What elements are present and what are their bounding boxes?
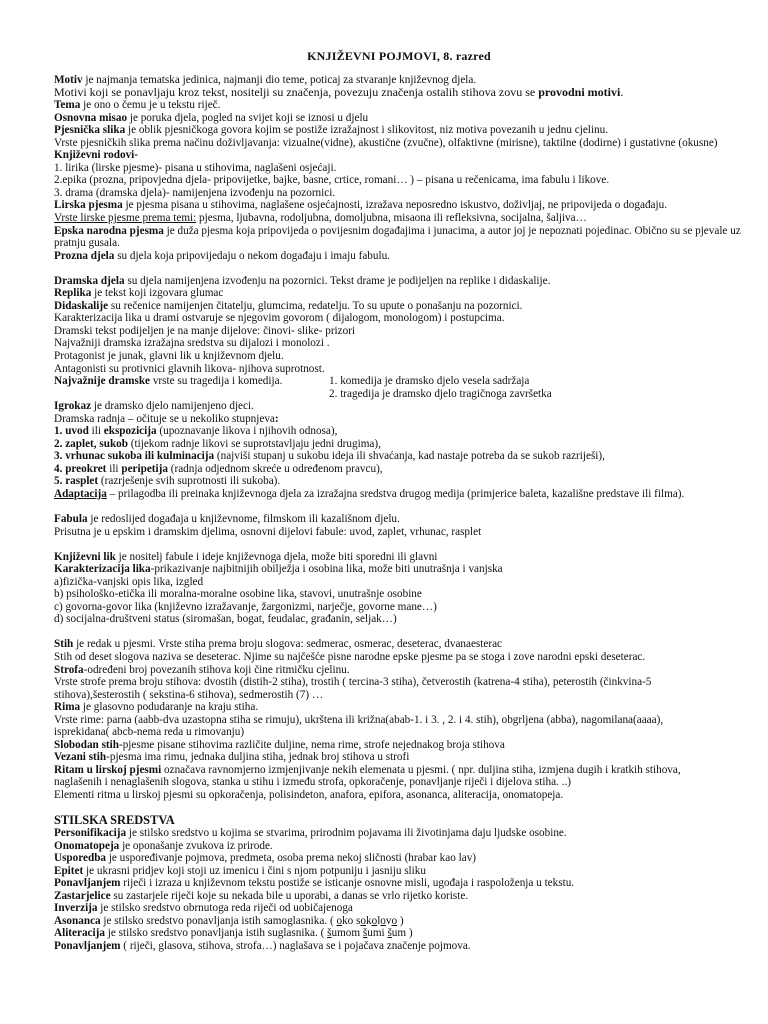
text-segment: je pjesma pisana u stihovima, naglašene osjećajnosti, izražava neposredno iskustvo, doživljaj, ne pripovijeda o događaju. [122,199,667,212]
term-text: Strofa [54,663,84,676]
text-line [54,199,744,212]
document-page [54,50,744,953]
term-text: Fabula [54,513,88,526]
line-left [54,388,329,401]
text-line [54,714,744,727]
text-segment: -pjesme pisane stihovima različite duljine, nema rime, strofe nejednakog broja stihova [118,738,505,751]
text-line [54,287,744,300]
text-segment: označava ravnomjerno izmjenjivanje nekih elemenata u pjesmi. ( npr. duljina stiha, izmjena dugih i kratkih stihova, [161,763,681,776]
text-segment: -pjesma ima rimu, jednaka duljina stiha, jednak broj stihova u strofi [106,751,410,764]
text-segment: (najviši stupanj u sukobu ideja ili shvaćanja, kad nastaje potreba da se sukob razriješi), [214,450,605,463]
text-line [54,488,744,501]
text-line [54,902,744,915]
term-text: Književni lik [54,550,116,563]
text-line [54,212,744,225]
text-segment: š [327,927,332,940]
term-text: Onomatopeja [54,839,120,852]
text-segment: stihova),šesterostih ( sekstina-6 stihova), sedmerostih (7) … [54,688,324,701]
text-segment: Protagonist je junak, glavni lik u književnom djelu. [54,349,284,362]
term-text: 3. vrhunac sukoba ili kulminacija [54,450,215,463]
term-text: provodni motivi [538,85,621,100]
term-text: Karakterizacija lika [54,563,151,576]
text-segment: je ukrasni pridjev koji stoji uz imenicu i čini s njom potpuniju i jasniju sliku [83,864,426,877]
term-text: Aliteracija [54,927,105,940]
term-text: Lirska pjesma [54,199,123,212]
text-line [54,187,744,200]
text-segment: 2. tragedija je dramsko djelo tragičnoga završetka [329,387,552,400]
term-text: Ritam u lirskoj pjesmi [54,763,162,776]
text-line [54,350,744,363]
line-left [54,375,329,388]
text-segment: o [380,914,386,927]
text-segment: 3. drama (dramska djela)- namijenjena izvođenju na pozornici. [54,186,336,199]
text-segment: je redoslijed događaja u književnome, filmskom ili kazališnom djelu. [87,513,400,526]
text-segment: 1. lirika (lirske pjesme)- pisana u stihovima, naglašeni osjećaji. [54,161,337,174]
text-line [54,751,744,764]
text-line [54,551,744,564]
term-text: Književni rodovi- [54,149,139,162]
text-segment: o [360,914,366,927]
text-segment: o [336,914,343,927]
paragraph-gap [54,262,744,275]
term-text: Epska narodna pjesma [54,224,164,237]
paragraph-gap [54,626,744,639]
term-text: Zastarjelice [54,889,111,902]
text-line [54,425,744,438]
text-segment: (tijekom radnje likovi se suprotstavljaju jedni drugima), [127,437,381,450]
text-segment: pjesma, ljubavna, rodoljubna, domoljubna, misaona ili refleksivna, socijalna, šaljiva… [196,212,587,225]
text-segment: je stilsko sredstvo ponavljanja istih samoglasnika. ( [100,914,337,927]
text-line [54,664,744,677]
text-segment: su djela koja pripovijedaju o nekom događaju i imaju fabulu. [114,249,390,262]
term-text: Adaptacija [54,488,107,500]
term-text: Didaskalije [54,299,109,312]
term-text: 1. uvod [54,425,89,438]
text-segment: je najmanja tematska jedinica, najmanji dio teme, poticaj za stvaranje književnog djela. [82,73,477,86]
text-line [54,112,744,125]
term-text: Slobodan stih [54,738,119,751]
text-segment: o [391,914,398,927]
text-segment: Prisutna je u epskim i dramskim djelima, osnovni dijelovi fabule: uvod, zaplet, vrhunac, rasplet [54,525,482,538]
term-text: peripetija [121,462,168,475]
term-text: Dramska djela [54,274,125,287]
text-line [54,776,744,789]
term-text: 5. rasplet [54,475,99,488]
text-segment: ili [106,462,122,475]
text-segment: ili [88,425,104,438]
text-segment: um ) [391,927,413,940]
text-line [54,613,744,626]
term-text: Usporedba [54,852,107,865]
text-segment: b) psihološko-etička ili moralna-moralne osobine lika, stavovi, unutrašnje osobine [54,588,422,601]
text-segment: je stilsko sredstvo u kojima se stvarima, prirodnim pojavama ili životinjama daju ljudske osobine. [126,827,567,840]
text-segment: (razrješenje svih suprotnosti ili sukoba). [98,475,281,488]
paragraph-gap [54,501,744,514]
text-line [54,827,744,840]
term-text: Tema [54,99,81,112]
term-text: : [274,412,279,425]
text-segment: umom [331,927,363,940]
text-line [54,463,744,476]
text-segment: Elementi ritma u lirskoj pjesmi su opkoračenja, polisindeton, anafora, epifora, asonanca, aliteracija, onomatopeja. [54,788,564,801]
text-line [54,162,744,175]
text-line [54,638,744,651]
text-line [54,601,744,614]
text-segment: su rečenice namijenjen čitatelju, glumcima, redatelju. To su upute o ponašanju na pozornici. [108,299,523,312]
text-line [54,526,744,539]
term-text: Asonanca [54,914,101,927]
text-segment: -određeni broj povezanih stihova koji čine ritmičku cjelinu. [83,663,350,676]
text-line [54,726,744,739]
text-line [54,701,744,714]
text-segment: – prilagodba ili preinaka književnoga djela za izražajna sredstva drugog medija (primjerice baleta, kazališne predstave ili filma). [106,488,685,500]
text-line [54,250,744,263]
term-text: Ponavljanjem [54,939,121,952]
text-line [54,840,744,853]
text-line [54,475,744,488]
text-segment: ( riječi, glasova, stihova, strofa…) naglašava se i pojačava značenje pojmova. [120,939,471,952]
text-segment: -prikazivanje najbitnijih obilježja i osobina lika, može biti unutrašnja i vanjska [150,563,503,576]
text-line [54,676,744,689]
text-segment: Dramska radnja – očituje se u nekoliko stupnjeva [54,412,275,425]
paragraph-gap [54,538,744,551]
two-column-line [54,388,744,401]
text-segment: je dramsko djelo namijenjeno djeci. [91,400,254,413]
text-segment: umi [367,927,388,940]
term-text: Epitet [54,864,84,877]
term-text: ekspozicija [103,425,157,438]
text-line [54,915,744,928]
text-line [54,927,744,940]
section-heading [54,814,744,827]
term-text: Prozna djela [54,249,115,262]
term-text: Stih [54,638,74,651]
text-line [54,300,744,313]
term-text: Rima [54,701,81,714]
text-line [54,450,744,463]
term-text: Ponavljanjem [54,877,121,890]
text-line [54,588,744,601]
line-right [329,375,529,388]
two-column-line [54,375,744,388]
text-segment: Vrste rime: parna (aabb-dva uzastopna stiha se rimuju), ukrštena ili križna(abab-1. i 3. , 2. i 4. stih), obgrljena (abba), nagomilana(aaaa), [54,713,664,726]
page-title: KNJIŽEVNI POJMOVI, 8. razred [307,49,491,63]
text-segment: je stilsko sredstvo obrnutoga reda riječi od uobičajenoga [97,902,353,915]
text-line [54,137,744,150]
term-text: Vezani stih [54,751,107,764]
text-line [54,877,744,890]
text-segment: d) socijalna-društveni status (siromašan, bogat, feudalac, građanin, seljak…) [54,613,397,626]
text-segment: je uspoređivanje pojmova, predmeta, osoba prema nekoj sličnosti (hrabar kao lav) [106,852,477,865]
text-segment: Vrste pjesničkih slika prema načinu doživljavanja: vizualne(vidne), akustične (zvučne), olfaktivne (mirisne), taktilne (dodirne) i gustativne (okusne) [54,136,718,149]
text-segment: vrste su tragedija i komedija. [150,375,283,388]
term-text: 4. preokret [54,462,107,475]
text-segment: je oblik pjesničkoga govora kojim se postiže izražajnost i slikovitost, niz motiva povezanih u jednu cjelinu. [125,124,609,137]
term-text: Osnovna misao [54,111,128,124]
text-segment: š [362,927,368,940]
text-segment: Vrste strofe prema broju stihova: dvostih (distih-2 stiha), trostih ( tercina-3 stiha), četverostih (katrena-4 stiha), peterostih (činkvina-5 [54,676,652,689]
text-segment: k [366,914,372,927]
text-segment: je ono o čemu je u tekstu riječ. [80,99,221,112]
term-text: Replika [54,287,92,300]
term-text: Inverzija [54,902,98,915]
text-segment: je stilsko sredstvo ponavljanja istih suglasnika. ( [104,927,328,940]
text-segment: je oponašanje zvukova iz prirode. [119,839,273,852]
text-line [54,651,744,664]
text-line [54,789,744,802]
text-segment: riječi i izraza u književnom tekstu postiže se isticanje osnovne misli, ugođaja i raspoloženja u tekstu. [120,877,575,890]
text-segment: je duža pjesma koja pripovijeda o povijesnim događajima i junacima, a autor joj je nepoznati pojedinac. Obično su se pjevale uz pratnju gusala. [54,224,741,250]
text-segment: su zastarjele riječi koje su nekada bile u uporabi, a danas se vrlo rijetko koriste. [110,889,469,902]
text-segment: o [371,914,378,927]
text-line [54,689,744,702]
text-segment: (upoznavanje likova i njihovih odnosa), [156,425,338,438]
text-line [54,890,744,903]
text-line [54,513,744,526]
text-line [54,413,744,426]
text-segment: ) [397,914,404,927]
term-text: Motiv [54,73,83,86]
text-line [54,325,744,338]
text-segment: je tekst koji izgovara glumac [91,287,224,300]
line-right [329,388,552,401]
text-line [54,764,744,777]
term-text: Najvažnije dramske [54,375,151,388]
text-line [54,99,744,112]
text-segment: Karakterizacija lika u drami ostvaruje se njegovim govorom ( dijalogom, monologom) i postupcima. [54,312,505,325]
term-text: Igrokaz [54,400,92,413]
text-segment: ko s [342,914,361,927]
text-segment: je glasovno podudaranje na kraju stiha. [80,701,259,714]
text-segment: (radnja odjednom skreće u određenom pravcu), [167,462,383,475]
text-segment: Dramski tekst podijeljen je na manje dijelove: činovi- slike- prizori [54,324,356,337]
text-segment: 2.epika (prozna, pripovjedna djela- pripovijetke, bajke, basne, crtice, romani… ) – pisana u rečenicama, ima fabulu i likove. [54,174,610,187]
text-segment: STILSKA SREDSTVA [54,813,175,828]
text-segment: Najvažniji dramska izražajna sredstva su dijalozi i monolozi . [54,337,330,350]
text-line [54,852,744,865]
text-line [54,363,744,376]
text-line [54,312,744,325]
document-body [54,74,744,953]
text-segment: Antagonisti su protivnici glavnih likova- njihova suprotnost. [54,362,325,375]
text-line [54,149,744,162]
text-line [54,400,744,413]
text-segment: Motivi koji se ponavljaju kroz tekst, nositelji su značenja, povezuju značenja ostalih stihova zovu se [54,85,539,100]
text-line [54,438,744,451]
text-line [54,174,744,187]
text-segment: . [620,85,624,100]
text-segment: Vrste lirske pjesme prema temi: [54,212,197,225]
text-segment: je poruka djela, pogled na svijet koji se iznosi u djelu [127,111,369,124]
text-segment: v [385,914,392,927]
text-line [54,124,744,137]
text-line [54,739,744,752]
text-segment: je redak u pjesmi. Vrste stiha prema broju slogova: sedmerac, osmerac, deseterac, dvanaesterac [73,638,503,651]
text-line [54,275,744,288]
text-line [54,865,744,878]
text-segment: isprekidana( abcb-nema reda u rimovanju) [54,726,245,739]
text-line [54,337,744,350]
term-text: 2. zaplet, sukob [54,437,128,450]
text-line [54,225,744,250]
text-segment: l [377,914,381,927]
term-text: Personifikacija [54,827,127,840]
text-segment: je nositelj fabule i ideje književnoga djela, može biti sporedni ili glavni [115,550,438,563]
text-segment: su djela namijenjena izvođenju na pozornici. Tekst drame je podijeljen na replike i didaskalije. [124,274,551,287]
text-line [54,940,744,953]
text-segment: c) govorna-govor lika (književno izražavanje, žargonizmi, narječje, govorne mane…) [54,600,437,613]
text-segment: 1. komedija je dramsko djelo vesela sadržaja [329,375,530,388]
text-line [54,576,744,589]
text-line [54,86,744,99]
text-line [54,563,744,576]
text-segment: Stih od deset slogova naziva se deseterac. Njime su najčešće pisne narodne epske pjesme pa se stoga i zove narodni epski deseterac. [54,650,646,663]
term-text: Pjesnička slika [54,124,126,137]
text-segment: š [387,927,392,940]
text-segment: naglašenih i nenaglašenih slogova, stanka u stihu i između strofa, opkoračenje, ponavljanje riječi i dijelova stiha. ..) [54,776,571,789]
text-segment: a)fizička-vanjski opis lika, izgled [54,575,204,588]
